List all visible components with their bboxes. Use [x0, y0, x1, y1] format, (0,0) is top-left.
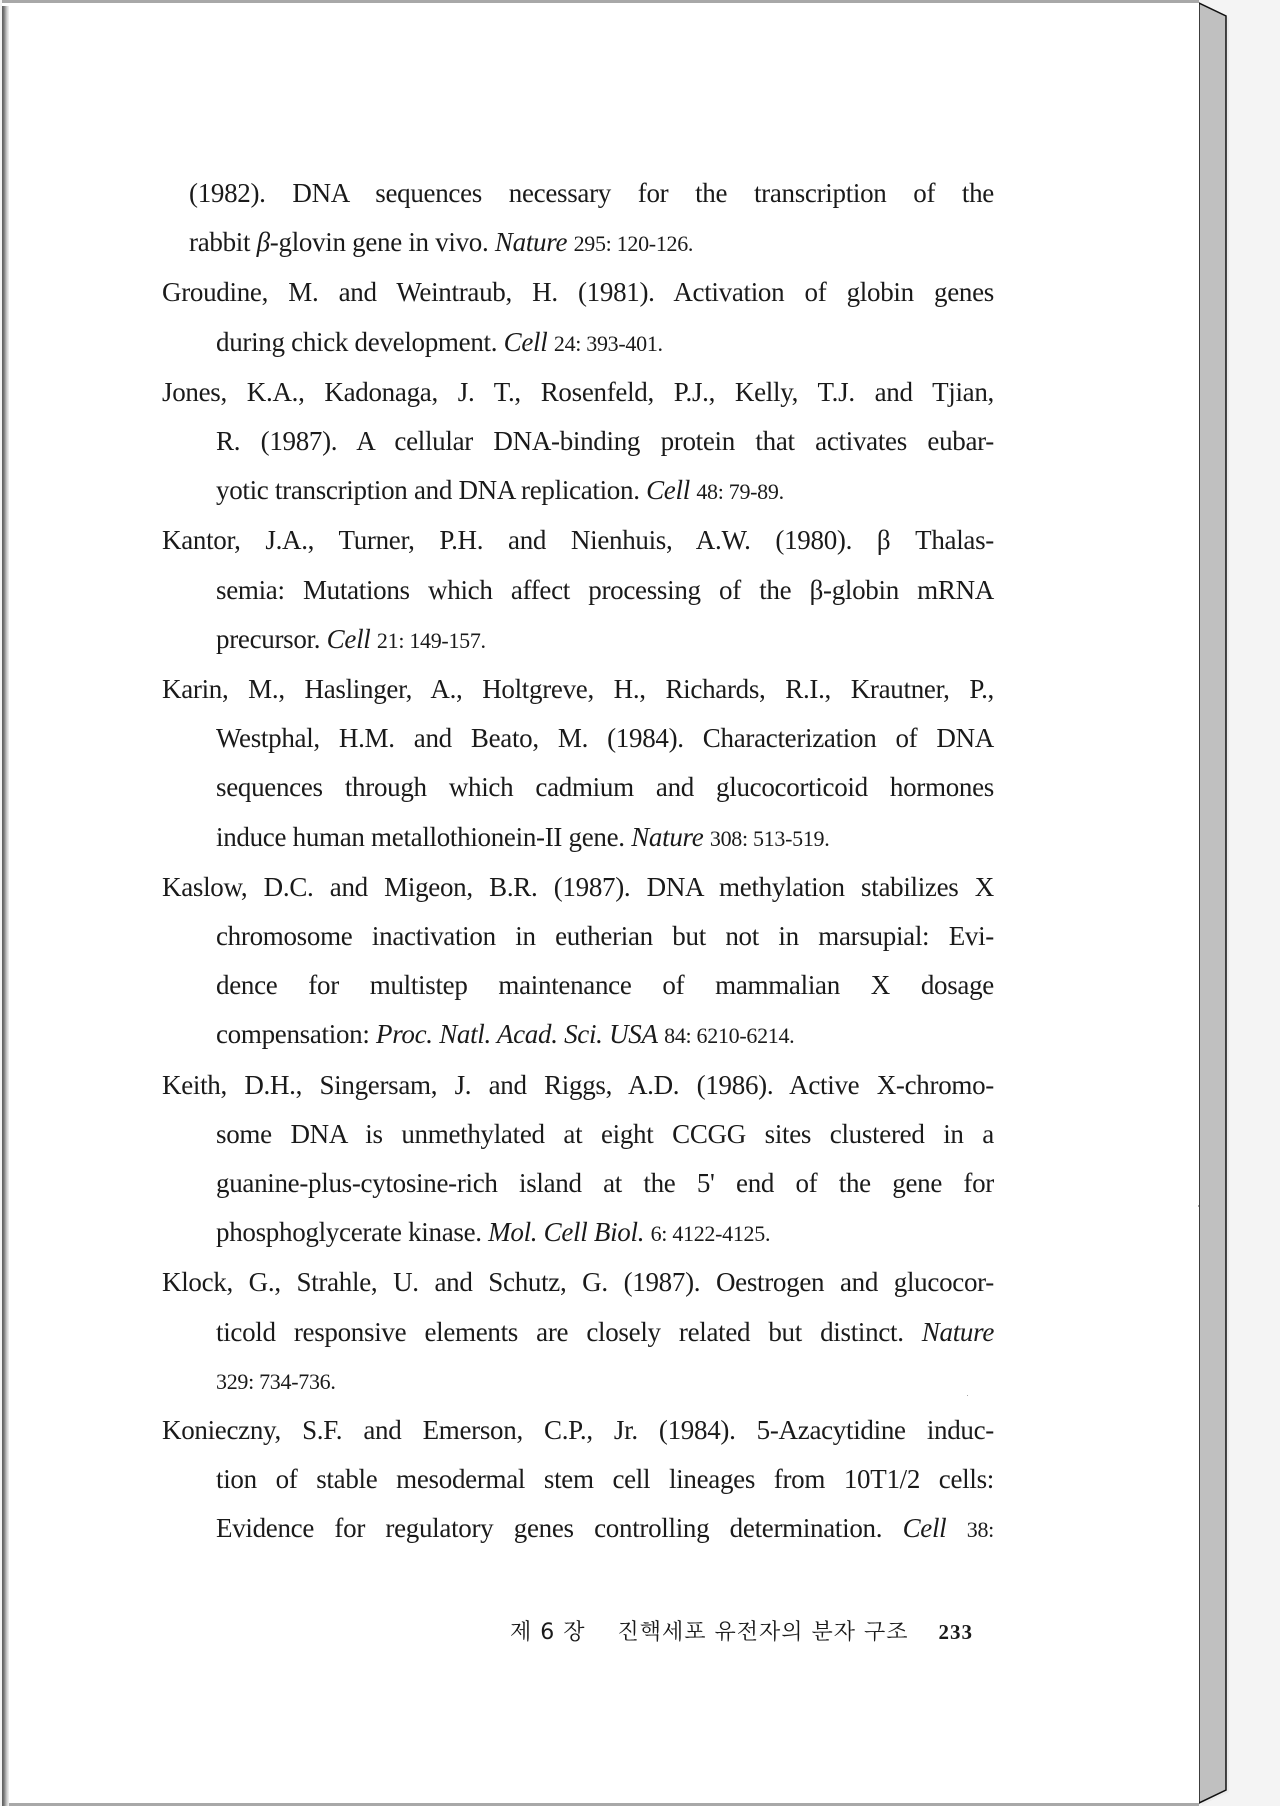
reference-line: guanine-plus-cytosine-rich island at the 5' end of the gene for [216, 1168, 994, 1199]
reference-line: ticold responsive elements are closely related but distinct. Nature [216, 1316, 994, 1347]
reference-line: tion of stable mesodermal stem cell lineages from 10T1/2 cells: [216, 1464, 994, 1495]
journal-name: Nature [494, 227, 568, 258]
reference-line: some DNA is unmethylated at eight CCGG sites clustered in a [216, 1118, 994, 1149]
reference-entry-continued [162, 169, 994, 268]
reference-line: Westphal, H.M. and Beato, M. (1984). Characterization of DNA [216, 723, 994, 754]
citation-volume-pages: 6: 4122-4125. [650, 1221, 771, 1247]
reference-line: Groudine, M. and Weintraub, H. (1981). Activation of globin genes [162, 277, 994, 308]
journal-name: Proc. Natl. Acad. Sci. USA [376, 1019, 658, 1050]
page-edge-graphic [1199, 0, 1239, 1806]
reference-text: rabbit β-glovin gene in vivo. [189, 227, 495, 258]
reference-line: during chick development. Cell 24: 393-401. [216, 326, 663, 357]
reference-line: induce human metallothionein-II gene. Nature 308: 513-519. [216, 821, 830, 852]
reference-line: Konieczny, S.F. and Emerson, C.P., Jr. (1984). 5-Azacytidine induc- [162, 1415, 994, 1446]
reference-line: Karin, M., Haslinger, A., Holtgreve, H., Richards, R.I., Krautner, P., [162, 674, 994, 705]
chapter-title: 진핵세포 유전자의 분자 구조 [617, 1620, 909, 1645]
page-footer [510, 1615, 973, 1646]
reference-line: Klock, G., Strahle, U. and Schutz, G. (1987). Oestrogen and glucocor- [162, 1267, 994, 1298]
reference-line: chromosome inactivation in eutherian but not in marsupial: Evi- [216, 921, 994, 952]
reference-line: Jones, K.A., Kadonaga, J. T., Rosenfeld, P.J., Kelly, T.J. and Tjian, [162, 376, 994, 407]
citation-volume-pages: 308: 513-519. [709, 825, 830, 851]
journal-name: Cell [902, 1513, 947, 1544]
reference-line: Kantor, J.A., Turner, P.H. and Nienhuis, A.W. (1980). β Thalas- [162, 525, 994, 556]
reference-list [162, 169, 994, 1555]
citation-volume-pages: 24: 393-401. [553, 330, 663, 356]
citation-volume-pages: 84: 6210-6214. [664, 1023, 795, 1049]
journal-name: Nature [631, 821, 704, 852]
reference-line: compensation: Proc. Natl. Acad. Sci. USA 84: 6210-6214. [216, 1019, 795, 1050]
journal-name: Cell [503, 326, 548, 357]
citation-volume-pages: 38: [966, 1517, 994, 1543]
page-left-edge [2, 6, 9, 1806]
reference-entry [162, 368, 994, 517]
journal-name: Nature [921, 1316, 994, 1347]
journal-name: Mol. Cell Biol. [488, 1217, 645, 1248]
reference-entry [162, 516, 994, 665]
reference-line: yotic transcription and DNA replication. Cell 48: 79-89. [216, 475, 784, 506]
reference-line: semia: Mutations which affect processing of the β-globin mRNA [216, 574, 994, 605]
reference-line: phosphoglycerate kinase. Mol. Cell Biol. 6: 4122-4125. [216, 1217, 771, 1248]
reference-line: precursor. Cell 21: 149-157. [216, 623, 486, 654]
page-stack-edge [1199, 0, 1239, 1806]
journal-name: Cell [326, 623, 371, 654]
reference-entry [162, 1406, 994, 1555]
reference-line [189, 218, 994, 268]
citation-volume-pages: 329: 734-736. [216, 1368, 336, 1394]
reference-line: dence for multistep maintenance of mammalian X dosage [216, 970, 994, 1001]
reference-entry [162, 665, 994, 863]
citation-volume-pages: 295: 120-126. [573, 231, 694, 257]
journal-name: Cell [646, 475, 690, 506]
scan-speck [967, 1395, 968, 1396]
reference-line: sequences through which cadmium and glucocorticoid hormones [216, 772, 994, 803]
reference-line: Keith, D.H., Singersam, J. and Riggs, A.D. (1986). Active X-chromo- [162, 1069, 994, 1100]
reference-line: R. (1987). A cellular DNA-binding protein that activates eubar- [216, 426, 994, 457]
reference-line: Kaslow, D.C. and Migeon, B.R. (1987). DNA methylation stabilizes X [162, 871, 994, 902]
page-number: 233 [938, 1620, 974, 1644]
citation-volume-pages: 48: 79-89. [696, 479, 784, 505]
reference-entry [162, 863, 994, 1061]
reference-line: (1982). DNA sequences necessary for the transcription of the [189, 178, 994, 208]
reference-line: Evidence for regulatory genes controlling determination. Cell 38: [216, 1513, 994, 1544]
reference-entry [162, 1258, 994, 1406]
document-page [2, 0, 1199, 1806]
chapter-label: 제 6 장 [510, 1620, 586, 1645]
reference-entry [162, 1061, 994, 1259]
citation-volume-pages: 21: 149-157. [376, 627, 486, 653]
reference-entry [162, 268, 994, 367]
